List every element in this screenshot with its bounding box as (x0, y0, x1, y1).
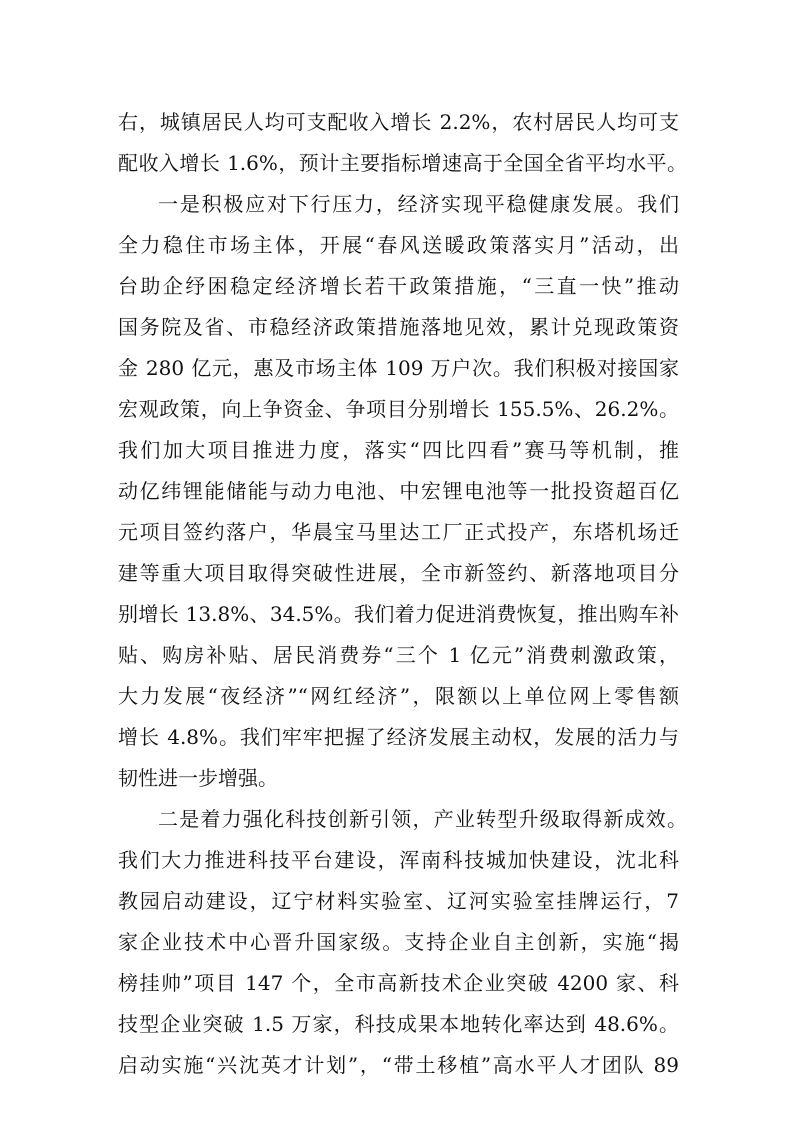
text-line: 全力稳住市场主体，开展“春风送暖政策落实月”活动，出 (118, 233, 679, 257)
text-line: 建等重大项目取得突破性进展，全市新签约、新落地项目分 (118, 561, 679, 585)
text-line: 韧性进一步增强。 (118, 766, 278, 790)
text-line: 增长 4.8%。我们牢牢把握了经济发展主动权，发展的活力与 (118, 725, 679, 749)
text-line: 金 280 亿元，惠及市场主体 109 万户次。我们积极对接国家 (118, 356, 679, 380)
text-line: 教园启动建设，辽宁材料实验室、辽河实验室挂牌运行，7 (118, 889, 679, 913)
text-line: 别增长 13.8%、34.5%。我们着力促进消费恢复，推出购车补 (118, 602, 679, 626)
text-line: 我们大力推进科技平台建设，浑南科技城加快建设，沈北科 (118, 848, 679, 872)
document-page (118, 102, 687, 1086)
text-line: 技型企业突破 1.5 万家，科技成果本地转化率达到 48.6%。 (118, 1012, 679, 1036)
text-line: 动亿纬锂能储能与动力电池、中宏锂电池等一批投资超百亿 (118, 479, 679, 503)
text-line: 台助企纾困稳定经济增长若干政策措施，“三直一快”推动 (118, 274, 679, 298)
text-line: 宏观政策，向上争资金、争项目分别增长 155.5%、26.2%。 (118, 397, 679, 421)
text-line: 一是积极应对下行压力，经济实现平稳健康发展。我们 (158, 192, 679, 216)
text-line: 我们加大项目推进力度，落实“四比四看”赛马等机制，推 (118, 438, 679, 462)
paragraph-income (118, 102, 687, 184)
paragraph-innovation (118, 799, 687, 1086)
text-line: 二是着力强化科技创新引领，产业转型升级取得新成效。 (158, 807, 687, 831)
text-line: 右，城镇居民人均可支配收入增长 2.2%，农村居民人均可支 (118, 110, 679, 134)
text-line: 大力发展“夜经济”“网红经济”，限额以上单位网上零售额 (118, 684, 679, 708)
text-line: 贴、购房补贴、居民消费券“三个 1 亿元”消费刺激政策， (118, 643, 679, 667)
text-line: 启动实施“兴沈英才计划”，“带土移植”高水平人才团队 89 (118, 1053, 679, 1077)
paragraph-economy (118, 184, 679, 799)
text-line: 国务院及省、市稳经济政策措施落地见效，累计兑现政策资 (118, 315, 679, 339)
text-line: 家企业技术中心晋升国家级。支持企业自主创新，实施“揭 (118, 930, 679, 954)
text-line: 元项目签约落户，华晨宝马里达工厂正式投产，东塔机场迁 (118, 520, 679, 544)
text-line: 配收入增长 1.6%，预计主要指标增速高于全国全省平均水平。 (118, 151, 687, 175)
text-line: 榜挂帅”项目 147 个，全市高新技术企业突破 4200 家、科 (118, 971, 679, 995)
